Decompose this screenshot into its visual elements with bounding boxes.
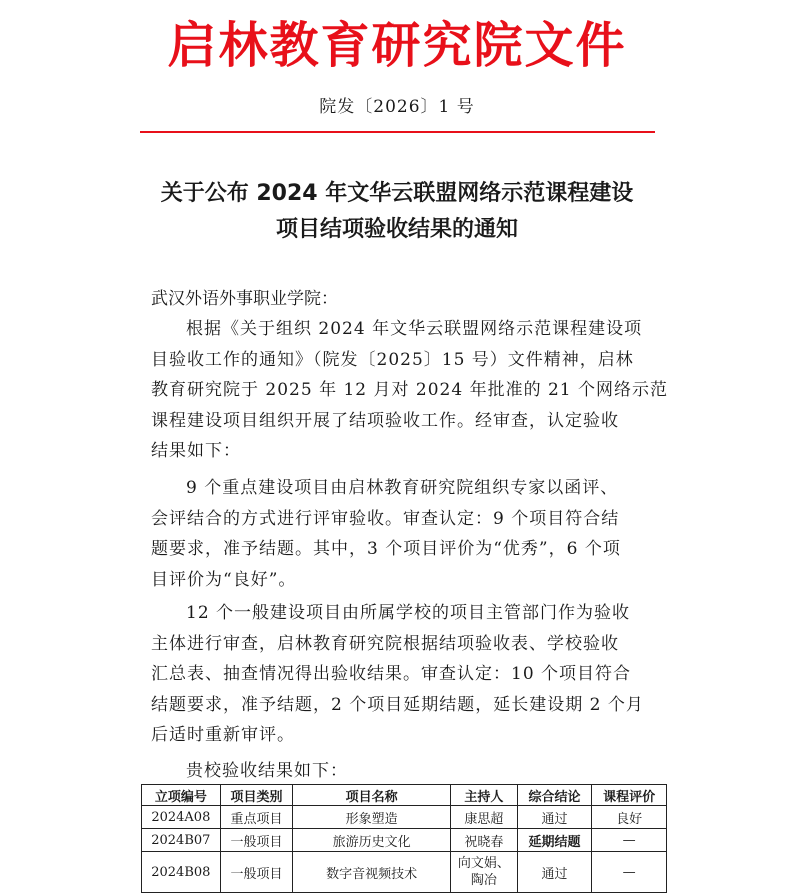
table-intro: 贵校验收结果如下：: [186, 761, 348, 781]
table-row: [142, 806, 667, 829]
notice-title-line-2: 项目结项验收结果的通知: [275, 217, 518, 242]
paragraph-line: 主体进行审查，启林教育研究院根据结项验收表、学校验收: [151, 633, 619, 654]
column-header-conclusion: 综合结论: [517, 785, 592, 806]
cell-conclusion: 延期结题: [517, 829, 592, 852]
table-header-row: [142, 785, 667, 806]
column-header-evaluation: 课程评价: [592, 785, 667, 806]
cell-evaluation: —: [592, 829, 667, 852]
table-row: [142, 829, 667, 852]
host-name-line-1: 向文娟、: [457, 856, 510, 871]
cell-project-id: 2024B07: [142, 829, 221, 852]
cell-project-name: 旅游历史文化: [293, 829, 451, 852]
column-header-category: 项目类别: [220, 785, 293, 806]
cell-host: 祝晓春: [450, 829, 517, 852]
cell-host-multiline: [458, 855, 510, 889]
notice-title: [0, 176, 794, 248]
cell-host: [450, 852, 517, 893]
paragraph-2: [151, 473, 621, 595]
cell-host: 康思超: [450, 806, 517, 829]
paragraph-line: 教育研究院于 2025 年 12 月对 2024 年批准的 21 个网络示范: [151, 380, 669, 400]
paragraph-line: 会评结合的方式进行评审验收。审查认定：9 个项目符合结: [151, 508, 620, 529]
issuer-title: 启林教育研究院文件: [167, 17, 627, 74]
cell-project-name: 数字音视频技术: [293, 852, 451, 893]
paragraph-line: 后适时重新审评。: [151, 725, 295, 745]
paragraph-3: [151, 598, 644, 751]
paragraph-line: 12 个一般建设项目由所属学校的项目主管部门作为验收: [186, 603, 631, 623]
cell-project-name: 形象塑造: [293, 806, 451, 829]
paragraph-line: 结题要求，准予结题，2 个项目延期结题，延长建设期 2 个月: [151, 694, 644, 715]
table-row: [142, 852, 667, 893]
results-table: [141, 784, 667, 893]
cell-category: 一般项目: [220, 829, 293, 852]
cell-category: 重点项目: [220, 806, 293, 829]
red-divider-line: [140, 131, 655, 133]
host-name-line-2: 陶冶: [470, 873, 497, 888]
salutation: 武汉外语外事职业学院：: [151, 289, 338, 309]
column-header-host: 主持人: [450, 785, 517, 806]
column-header-project-id: 立项编号: [142, 785, 221, 806]
paragraph-1: [151, 314, 668, 467]
cell-conclusion: 通过: [517, 806, 592, 829]
paragraph-line: 根据《关于组织 2024 年文华云联盟网络示范课程建设项: [186, 319, 643, 339]
cell-project-id: 2024A08: [142, 806, 221, 829]
column-header-project-name: 项目名称: [293, 785, 451, 806]
paragraph-line: 结果如下：: [151, 441, 241, 461]
document-number: 院发〔2026〕1 号: [319, 97, 475, 117]
cell-category: 一般项目: [220, 852, 293, 893]
cell-project-id: 2024B08: [142, 852, 221, 893]
paragraph-line: 课程建设项目组织开展了结项验收工作。经审查，认定验收: [151, 410, 619, 431]
paragraph-line: 目验收工作的通知》（院发〔2025〕15 号）文件精神，启林: [151, 349, 634, 370]
paragraph-line: 题要求，准予结题。其中，3 个项目评价为“优秀”，6 个项: [151, 539, 621, 559]
paragraph-line: 目评价为“良好”。: [151, 569, 297, 590]
notice-title-line-1: 关于公布 2024 年文华云联盟网络示范课程建设: [160, 181, 634, 206]
cell-conclusion: 通过: [517, 852, 592, 893]
cell-evaluation: —: [592, 852, 667, 893]
cell-evaluation: 良好: [592, 806, 667, 829]
paragraph-line: 9 个重点建设项目由启林教育研究院组织专家以函评、: [186, 478, 619, 498]
paragraph-line: 汇总表、抽查情况得出验收结果。审查认定：10 个项目符合: [151, 664, 632, 684]
